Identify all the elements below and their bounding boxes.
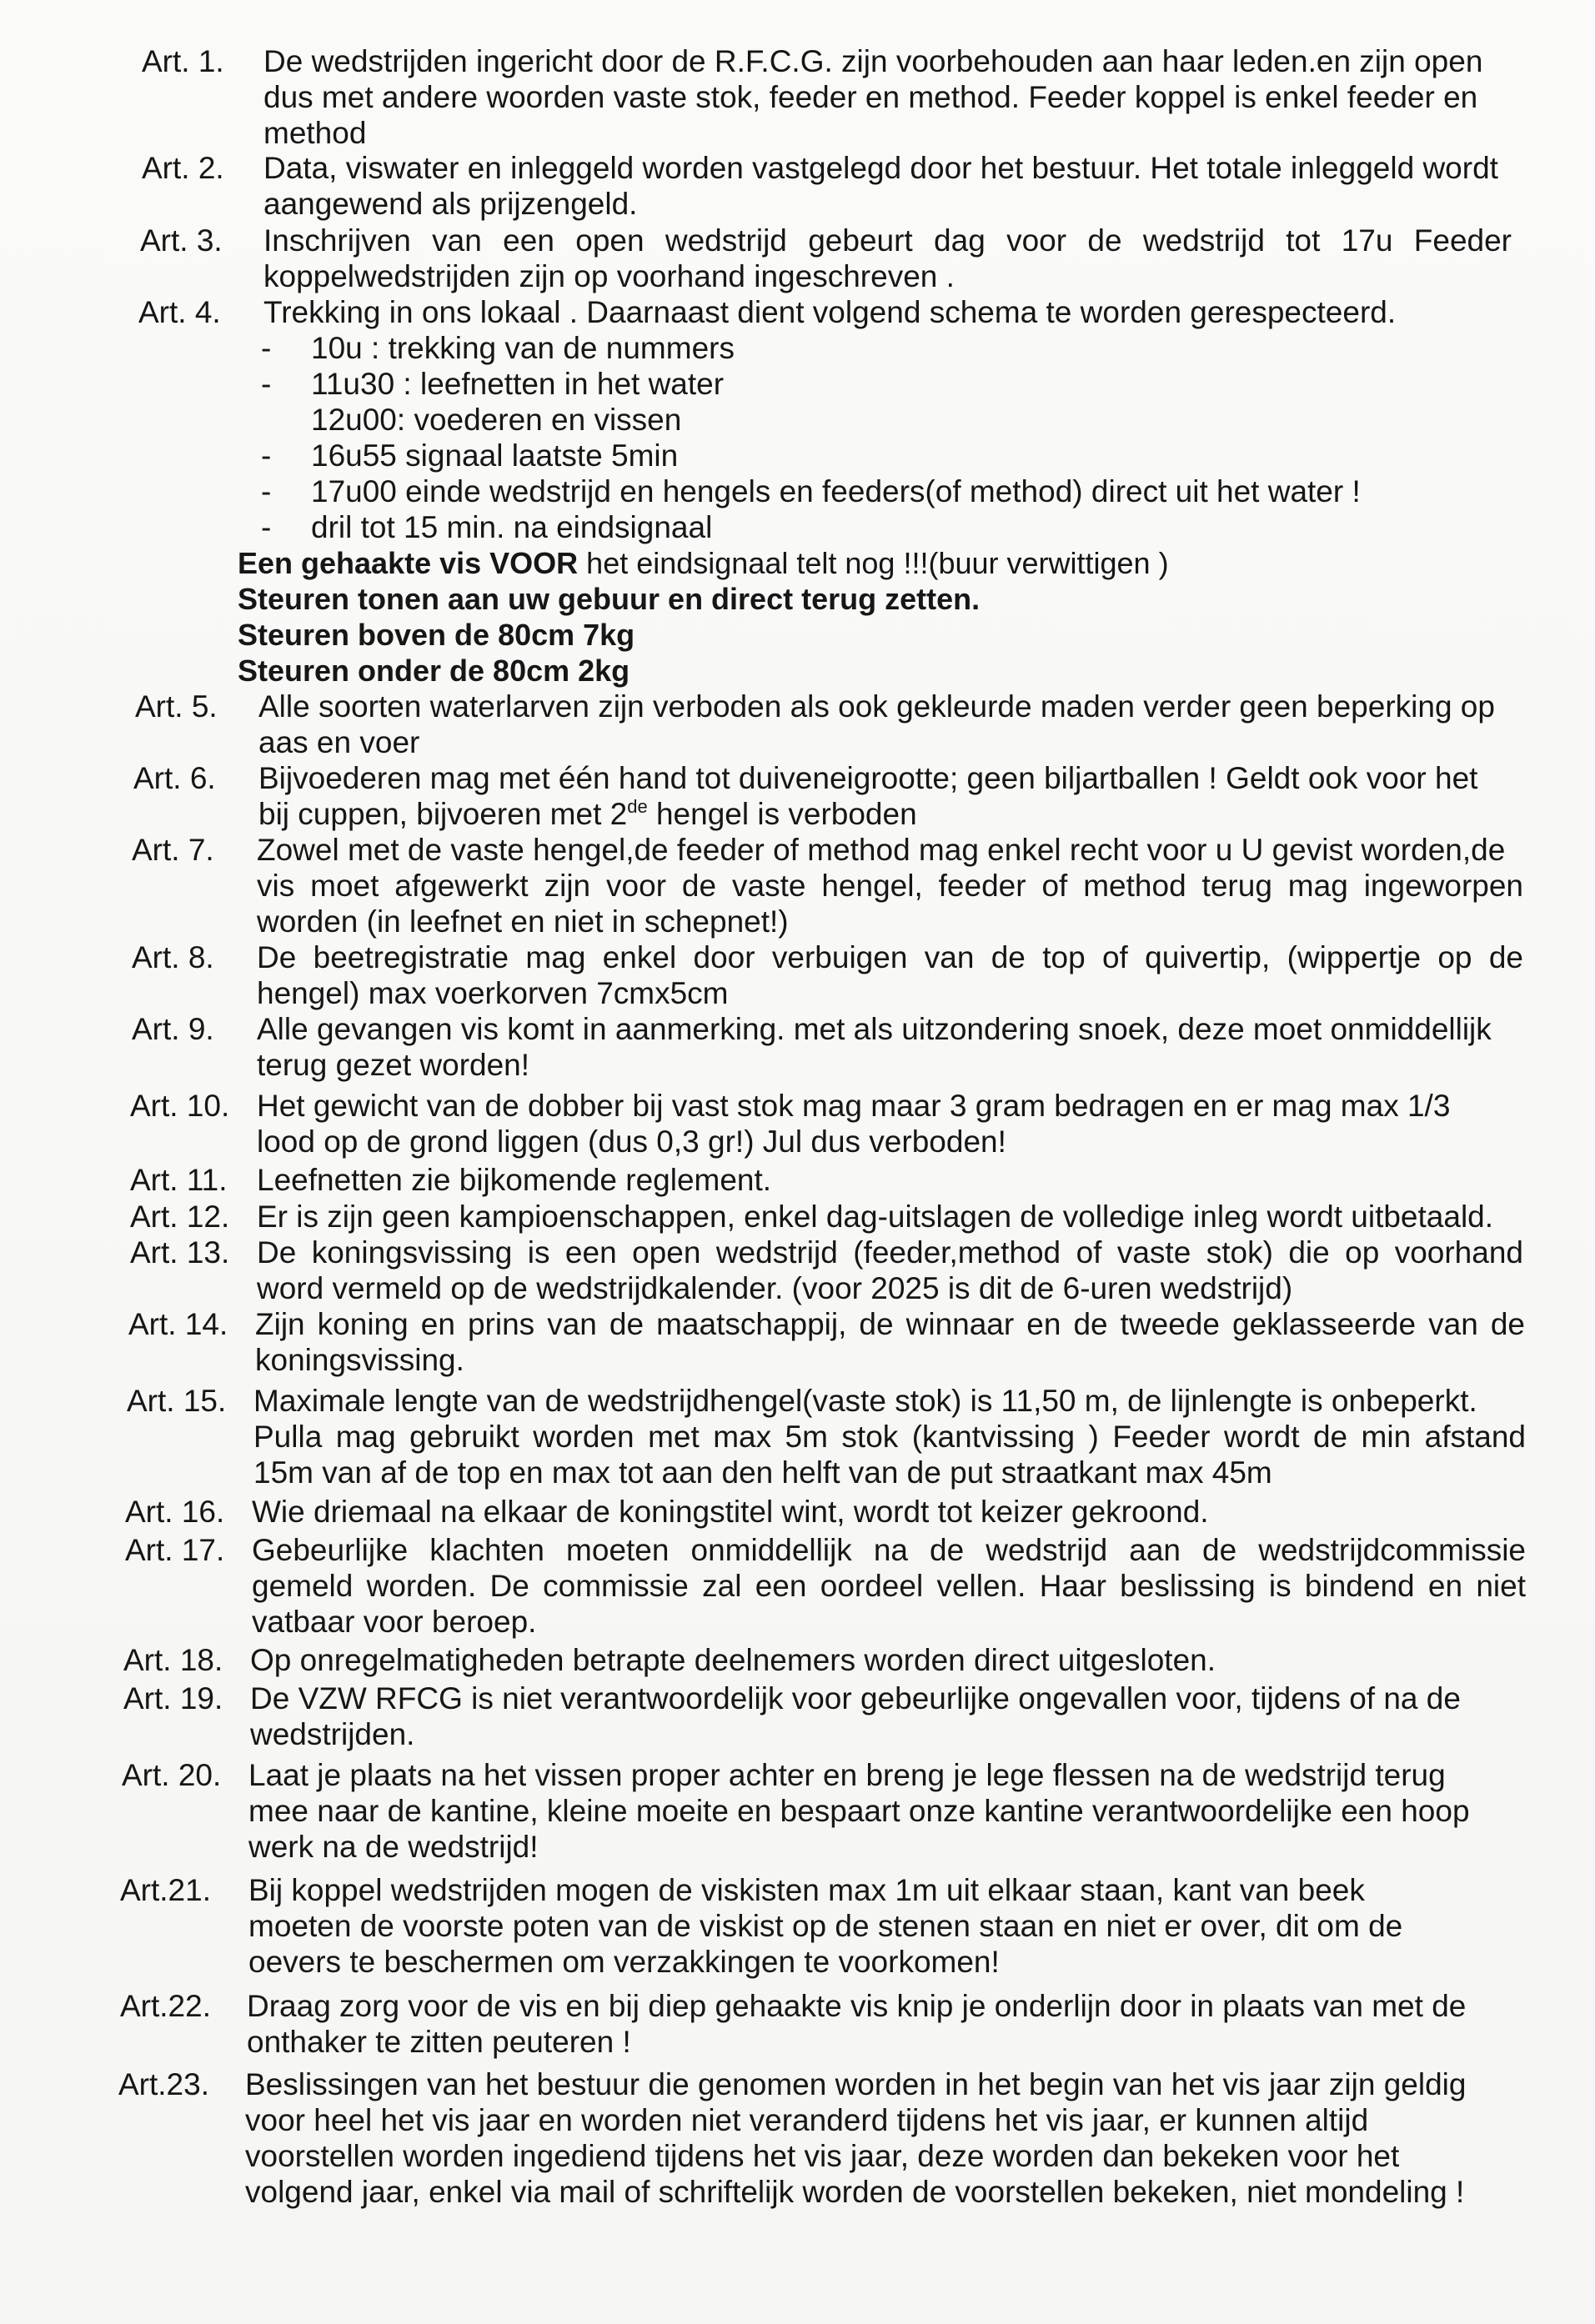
schedule-dash: - [261,438,272,473]
article-number: Art.22. [120,1989,211,2023]
article-text: Het gewicht van de dobber bij vast stok mag maar 3 gram bedragen en er mag max 1/3 lood op de grond liggen (dus 0,3 gr!) Jul dus verboden! [257,1089,1451,1159]
article-number: Art. 8. [132,940,214,974]
article-text: Leefnetten zie bijkomende reglement. [257,1163,772,1197]
article-number: Art. 2. [142,151,224,185]
article-text: Draag zorg voor de vis en bij diep gehaakte vis knip je onderlijn door in plaats van met de onthaker te zitten peuteren ! [247,1989,1467,2059]
article-number: Art. 17. [125,1533,225,1567]
article-text: Op onregelmatigheden betrapte deelnemers worden direct uitgesloten. [250,1643,1216,1677]
schedule-dash: - [261,367,272,401]
article-text: Zowel met de vaste hengel,de feeder of method mag enkel recht voor u U gevist worden,de vis moet afgewerkt zijn voor de vaste hengel, feeder of method terug mag ingeworpen worden (in leefnet en niet in schepnet!) [257,833,1523,939]
note-hooked-fish: Een gehaakte vis VOOR het eindsignaal telt nog !!!(buur verwittigen ) [238,546,1169,580]
article-text: Inschrijven van een open wedstrijd gebeurt dag voor de wedstrijd tot 17u Feeder koppelwedstrijden zijn op voorhand ingeschreven . [263,223,1512,293]
note-sturgeon-above: Steuren boven de 80cm 7kg [238,618,635,652]
article-text: Bij koppel wedstrijden mogen de viskisten max 1m uit elkaar staan, kant van beek moeten de voorste poten van de viskist op de stenen staan en niet er over, dit om de oevers te beschermen om verzakkingen te voorkomen! [248,1873,1403,1979]
schedule-item: 12u00: voederen en vissen [311,403,682,437]
article-number: Art. 5. [135,689,218,724]
article-number: Art. 18. [123,1643,223,1677]
article-text: Data, viswater en inleggeld worden vastgelegd door het bestuur. Het totale inleggeld wordt aangewend als prijzengeld. [263,151,1498,221]
schedule-item: 11u30 : leefnetten in het water [311,367,725,401]
article-text: Beslissingen van het bestuur die genomen worden in het begin van het vis jaar zijn geldig voor heel het vis jaar en worden niet veranderd tijdens het vis jaar, er kunnen altijd voorstellen worden ingediend tijdens het vis jaar, deze worden dan bekeken voor het volgend jaar, enkel via mail of schriftelijk worden de voorstellen bekeken, niet mondeling ! [245,2067,1467,2209]
article-number: Art. 10. [130,1089,230,1123]
article-text: De koningsvissing is een open wedstrijd (feeder,method of vaste stok) die op voorhand word vermeld op de wedstrijdkalender. (voor 2025 is dit de 6-uren wedstrijd) [257,1235,1523,1305]
article-number: Art. 16. [125,1495,225,1529]
schedule-item: 10u : trekking van de nummers [311,331,735,365]
article-number: Art. 14. [128,1307,228,1341]
note-sturgeon-below: Steuren onder de 80cm 2kg [238,654,630,688]
article-number: Art. 15. [127,1384,227,1418]
article-number: Art. 6. [133,761,216,795]
article-text: De beetregistratie mag enkel door verbuigen van de top of quivertip, (wippertje op de hengel) max voerkorven 7cmx5cm [257,940,1523,1010]
article-text: Maximale lengte van de wedstrijdhengel(vaste stok) is 11,50 m, de lijnlengte is onbeperkt. Pulla mag gebruikt worden met max 5m stok (kantvissing ) Feeder wordt de min afstand 15m van af de top en max tot aan den helft van de put straatkant max 45m [253,1384,1526,1490]
article-text: Zijn koning en prins van de maatschappij, de winnaar en de tweede geklasseerde van de koningsvissing. [255,1307,1525,1377]
article-number: Art. 13. [130,1235,230,1270]
article-number: Art. 3. [140,223,223,258]
article-number: Art.21. [120,1873,211,1907]
article-text: De VZW RFCG is niet verantwoordelijk voor gebeurlijke ongevallen voor, tijdens of na de wedstrijden. [250,1681,1461,1751]
article-number: Art. 11. [130,1163,228,1197]
schedule-dash: - [261,510,272,544]
schedule-item: 16u55 signaal laatste 5min [311,438,679,473]
article-number: Art. 12. [130,1200,230,1234]
article-text: Alle soorten waterlarven zijn verboden als ook gekleurde maden verder geen beperking op aas en voer [258,689,1495,759]
schedule-dash: - [261,474,272,508]
article-number: Art. 4. [138,295,221,329]
schedule-item: dril tot 15 min. na eindsignaal [311,510,713,544]
note-sturgeon-show: Steuren tonen aan uw gebuur en direct terug zetten. [238,582,981,616]
article-text: Laat je plaats na het vissen proper achter en breng je lege flessen na de wedstrijd terug mee naar de kantine, kleine moeite en bespaart onze kantine verantwoordelijke een hoop werk na de wedstrijd! [248,1758,1470,1864]
article-text: Alle gevangen vis komt in aanmerking. met als uitzondering snoek, deze moet onmiddellijk terug gezet worden! [257,1012,1492,1082]
article-number: Art. 9. [132,1012,214,1046]
article-number: Art. 20. [122,1758,222,1792]
article-number: Art. 19. [123,1681,223,1715]
article-text: De wedstrijden ingericht door de R.F.C.G. zijn voorbehouden aan haar leden.en zijn open dus met andere woorden vaste stok, feeder en method. Feeder koppel is enkel feeder en method [263,44,1483,150]
article-text: Er is zijn geen kampioenschappen, enkel dag-uitslagen de volledige inleg wordt uitbetaald. [257,1200,1494,1234]
schedule-item: 17u00 einde wedstrijd en hengels en feeders(of method) direct uit het water ! [311,474,1361,508]
article-number: Art. 7. [132,833,214,867]
article-text: Wie driemaal na elkaar de koningstitel wint, wordt tot keizer gekroond. [252,1495,1209,1529]
article-number: Art. 1. [142,44,224,78]
schedule-dash: - [261,331,272,365]
article-number: Art.23. [118,2067,209,2101]
article-text: Trekking in ons lokaal . Daarnaast dient volgend schema te worden gerespecteerd. [263,295,1397,329]
article-text: Gebeurlijke klachten moeten onmiddellijk na de wedstrijd aan de wedstrijdcommissie gemeld worden. De commissie zal een oordeel vellen. Haar beslissing is bindend en niet vatbaar voor beroep. [252,1533,1526,1639]
article-text: Bijvoederen mag met één hand tot duiveneigrootte; geen biljartballen ! Geldt ook voor het bij cuppen, bijvoeren met 2de hengel is verboden [258,761,1478,831]
